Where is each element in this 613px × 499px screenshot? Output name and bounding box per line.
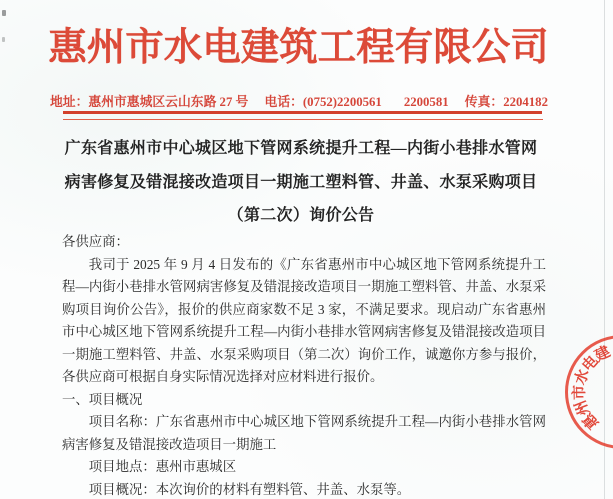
document-title-line-1: 广东省惠州市中心城区地下管网系统提升工程—内街小巷排水管网 <box>64 140 538 157</box>
project-name-item: 项目名称：广东省惠州市中心城区地下管网系统提升工程—内街小巷排水管网病害修复及错混接改造项目一期施工 <box>62 414 546 452</box>
fax <box>465 91 548 110</box>
phone <box>265 91 449 110</box>
address-value: 惠州市惠城区云山东路 27 号 <box>88 95 249 109</box>
phone-number-1: (0752)2200561 <box>302 95 382 109</box>
seal-character: 电 <box>579 352 602 375</box>
document-title-line-3: （第二次）询价公告 <box>227 207 375 224</box>
document-body <box>62 231 546 499</box>
seal-character: 市 <box>571 384 588 401</box>
contact-line <box>50 91 548 110</box>
project-overview-item: 项目概况：本次询价的材料有塑料管、井盖、水泵等。 <box>88 481 411 497</box>
seal-character: 惠 <box>579 410 602 432</box>
address <box>50 91 248 110</box>
document-title <box>36 132 566 233</box>
section-heading: 一、项目概况 <box>62 391 143 407</box>
project-location-item: 项目地点：惠州市惠城区 <box>88 459 237 474</box>
seal-character: 建 <box>592 343 613 365</box>
letterhead-rule-thin <box>63 119 543 120</box>
fax-value: 2204182 <box>503 95 548 109</box>
letterhead-rule-thick <box>63 111 542 114</box>
address-label: 地址： <box>50 95 89 109</box>
phone-number-2: 2200581 <box>403 95 449 109</box>
company-name: 惠州市水电建筑工程有限公司 <box>48 27 549 69</box>
seal-character: 水 <box>572 367 593 387</box>
seal-character: 州 <box>572 397 593 418</box>
scan-artifact <box>2 10 6 16</box>
document-title-line-2: 病害修复及错混接改造项目一期施工塑料管、井盖、水泵采购项目 <box>64 173 538 191</box>
fax-label: 传真： <box>464 95 504 109</box>
salutation: 各供应商： <box>62 234 129 249</box>
company-seal-stamp <box>565 335 613 449</box>
phone-label: 电话： <box>264 95 303 109</box>
body-paragraph: 我司于 2025 年 9 月 4 日发布的《广东省惠州市中心城区地下管网系统提升工程—内街小巷排水管网病害修复及错混接改造项目一期施工塑料管、井盖、水泵采购项目询价公告》，报价的供应商家数不足 3 家，不满足要求。现启动广东省惠州市中心城区地下管网系统提升工程—内街小巷排水管网病害修复及错混接改造项目一期施工塑料管、井盖、水泵采购项目（第二次）询价工作，诚邀你方参与报价，各供应商可根据自身实际情况选择对应材料进行报价。 <box>62 256 546 384</box>
